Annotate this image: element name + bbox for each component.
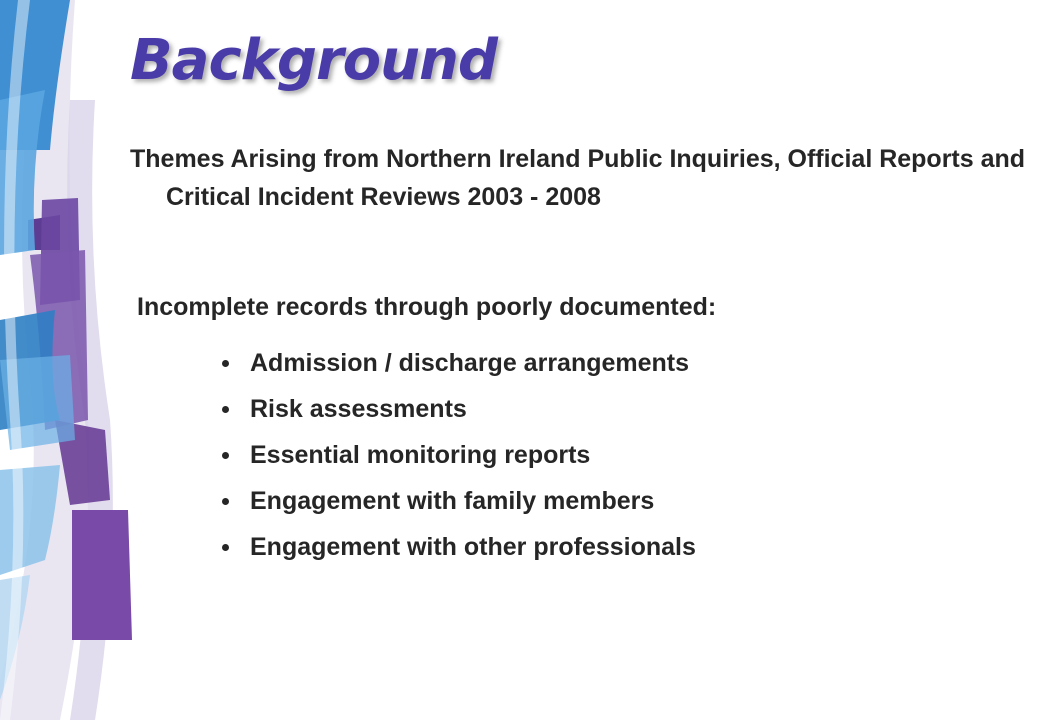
slide-subtitle: Themes Arising from Northern Ireland Public Inquiries, Official Reports and Critical Incident Reviews 2003 - 2008 [130, 145, 1026, 211]
list-item [222, 524, 696, 570]
list-item-text: Essential monitoring reports [250, 440, 591, 469]
list-item [222, 340, 696, 386]
list-item [222, 478, 696, 524]
bullet-icon [222, 360, 229, 367]
list-item-text: Engagement with other professionals [250, 532, 696, 561]
decorative-ribbon-graphic [0, 0, 150, 720]
intro-text: Incomplete records through poorly documented: [137, 293, 717, 321]
bullet-list [222, 340, 696, 570]
bullet-icon [222, 544, 229, 551]
bullet-icon [222, 406, 229, 413]
list-item [222, 432, 696, 478]
list-item [222, 386, 696, 432]
list-item-text: Admission / discharge arrangements [250, 348, 690, 377]
list-item-text: Risk assessments [250, 394, 467, 423]
slide-title: Background [130, 28, 497, 93]
list-item-text: Engagement with family members [250, 486, 655, 515]
bullet-icon [222, 498, 229, 505]
bullet-icon [222, 452, 229, 459]
